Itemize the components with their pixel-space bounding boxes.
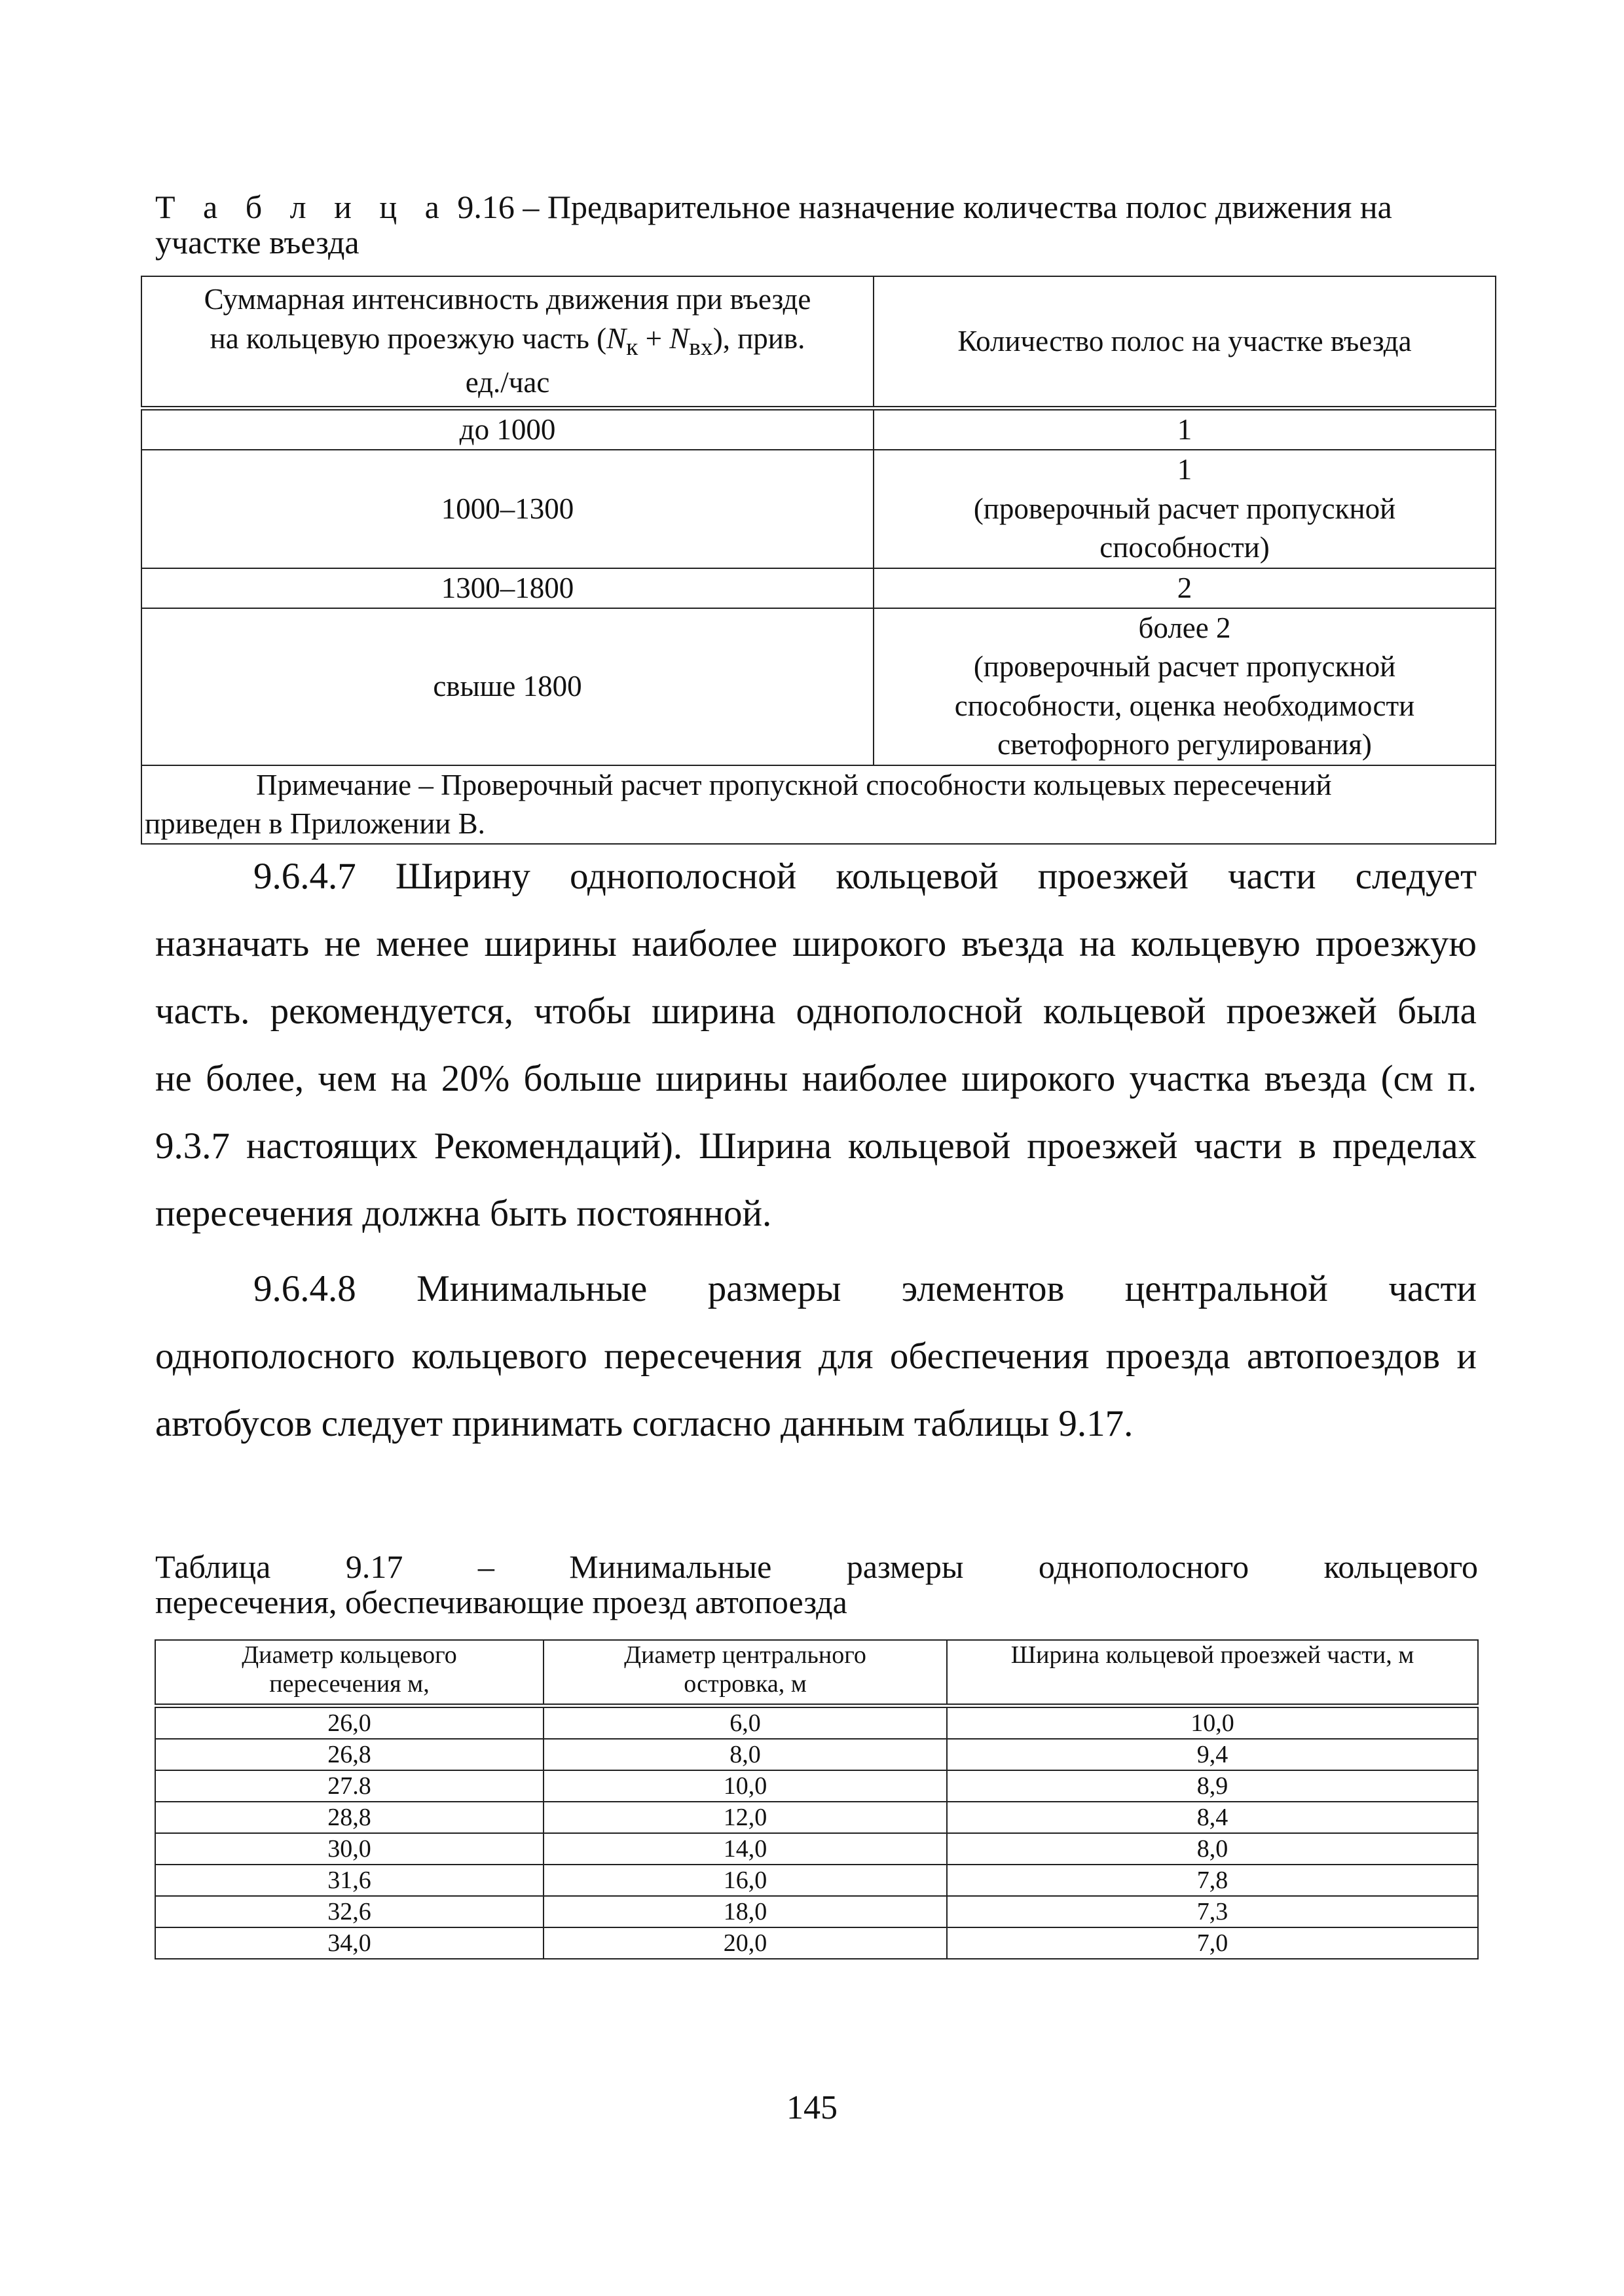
table-row bbox=[141, 409, 1496, 450]
intensity-cell: до 1000 bbox=[141, 409, 874, 450]
table-row bbox=[155, 1706, 1478, 1740]
width-cell: 7,0 bbox=[947, 1927, 1478, 1959]
caption-line: Таблица 9.17 – Минимальные размеры однополосного кольцевого bbox=[155, 1548, 1478, 1585]
table-row bbox=[155, 1865, 1478, 1896]
island-diameter-cell: 12,0 bbox=[544, 1802, 947, 1833]
island-diameter-cell: 6,0 bbox=[544, 1706, 947, 1740]
table-9-16-caption bbox=[155, 189, 1485, 260]
paragraph-9-6-4-7 bbox=[155, 843, 1477, 1247]
island-diameter-cell: 8,0 bbox=[544, 1739, 947, 1770]
table-9-16-header-lanes: Количество полос на участке въезда bbox=[874, 276, 1496, 409]
table-row bbox=[155, 1770, 1478, 1802]
header-line: на кольцевую проезжую часть $(N_к + N_{вх})$, прив. bbox=[210, 321, 805, 361]
paragraph-line: автобусов следует принимать согласно данным таблицы 9.17. bbox=[155, 1403, 1134, 1444]
intensity-cell: 1000–1300 bbox=[141, 450, 874, 568]
paragraph-line: 9.6.4.7 Ширину однополосной кольцевой проезжей части следует bbox=[253, 856, 1477, 897]
table-9-16-caption-label: Т а б л и ц а bbox=[155, 189, 449, 225]
ring-diameter-cell: 26,8 bbox=[155, 1739, 544, 1770]
paragraph-line: однополосного кольцевого пересечения для обеспечения проезда автопоездов и bbox=[155, 1336, 1477, 1377]
table-row bbox=[155, 1833, 1478, 1865]
paragraph-line: пересечения должна быть постоянной. bbox=[155, 1193, 772, 1234]
ring-diameter-cell: 26,0 bbox=[155, 1706, 544, 1740]
table-row bbox=[141, 608, 1496, 765]
width-cell: 7,8 bbox=[947, 1865, 1478, 1896]
paragraph-9-6-4-8 bbox=[155, 1255, 1477, 1457]
table-row bbox=[141, 568, 1496, 608]
ring-diameter-cell: 27.8 bbox=[155, 1770, 544, 1802]
island-diameter-cell: 20,0 bbox=[544, 1927, 947, 1959]
table-9-17 bbox=[155, 1639, 1479, 1959]
paragraph-line: 9.3.7 настоящих Рекомендаций). Ширина кольцевой проезжей части в пределах bbox=[155, 1125, 1477, 1167]
table-9-16 bbox=[141, 276, 1496, 845]
width-cell: 8,4 bbox=[947, 1802, 1478, 1833]
ring-diameter-cell: 28,8 bbox=[155, 1802, 544, 1833]
table-9-16-header-intensity bbox=[141, 276, 874, 409]
width-cell: 10,0 bbox=[947, 1706, 1478, 1740]
paragraph-line: назначать не менее ширины наиболее широкого въезда на кольцевую проезжую bbox=[155, 923, 1477, 964]
island-diameter-cell: 14,0 bbox=[544, 1833, 947, 1865]
ring-diameter-cell: 32,6 bbox=[155, 1896, 544, 1927]
ring-diameter-cell: 34,0 bbox=[155, 1927, 544, 1959]
island-diameter-cell: 16,0 bbox=[544, 1865, 947, 1896]
table-row bbox=[141, 450, 1496, 568]
table-9-16-note: Примечание – Проверочный расчет пропускной способности кольцевых пересечений приведен в Приложении В. bbox=[141, 765, 1496, 845]
paragraph-line: не более, чем на 20% больше ширины наиболее широкого участка въезда (см п. bbox=[155, 1058, 1477, 1099]
intensity-cell: свыше 1800 bbox=[141, 608, 874, 765]
width-cell: 8,9 bbox=[947, 1770, 1478, 1802]
table-row bbox=[155, 1739, 1478, 1770]
island-diameter-cell: 10,0 bbox=[544, 1770, 947, 1802]
island-diameter-cell: 18,0 bbox=[544, 1896, 947, 1927]
header-ring-diameter: Диаметр кольцевого пересечения м, bbox=[155, 1640, 544, 1706]
intensity-cell: 1300–1800 bbox=[141, 568, 874, 608]
table-9-16-caption-text: 9.16 – Предварительное назначение количества полос движения на участке въезда bbox=[155, 189, 1392, 261]
header-carriageway-width: Ширина кольцевой проезжей части, м bbox=[947, 1640, 1478, 1706]
table-row bbox=[155, 1896, 1478, 1927]
paragraph-line: 9.6.4.8 Минимальные размеры элементов центральной части bbox=[253, 1268, 1477, 1309]
table-9-17-caption bbox=[155, 1549, 1478, 1620]
lanes-cell: 2 bbox=[874, 568, 1496, 608]
table-9-16-header-row bbox=[141, 276, 1496, 409]
table-9-16-note-row bbox=[141, 765, 1496, 845]
ring-diameter-cell: 30,0 bbox=[155, 1833, 544, 1865]
width-cell: 7,3 bbox=[947, 1896, 1478, 1927]
lanes-cell: 1 bbox=[874, 409, 1496, 450]
page-number: 145 bbox=[786, 2089, 838, 2126]
ring-diameter-cell: 31,6 bbox=[155, 1865, 544, 1896]
width-cell: 9,4 bbox=[947, 1739, 1478, 1770]
lanes-cell: более 2 (проверочный расчет пропускной способности, оценка необходимости светофорного регулирования) bbox=[874, 608, 1496, 765]
lanes-cell: 1 (проверочный расчет пропускной способности) bbox=[874, 450, 1496, 568]
table-9-17-header-row bbox=[155, 1640, 1478, 1706]
table-row bbox=[155, 1802, 1478, 1833]
caption-line: пересечения, обеспечивающие проезд автопоезда bbox=[155, 1584, 847, 1620]
header-island-diameter: Диаметр центрального островка, м bbox=[544, 1640, 947, 1706]
paragraph-line: часть. рекомендуется, чтобы ширина однополосной кольцевой проезжей была bbox=[155, 991, 1477, 1032]
header-line: Суммарная интенсивность движения при въезде bbox=[204, 283, 811, 316]
header-line: ед./час bbox=[465, 366, 550, 399]
width-cell: 8,0 bbox=[947, 1833, 1478, 1865]
table-row bbox=[155, 1927, 1478, 1959]
